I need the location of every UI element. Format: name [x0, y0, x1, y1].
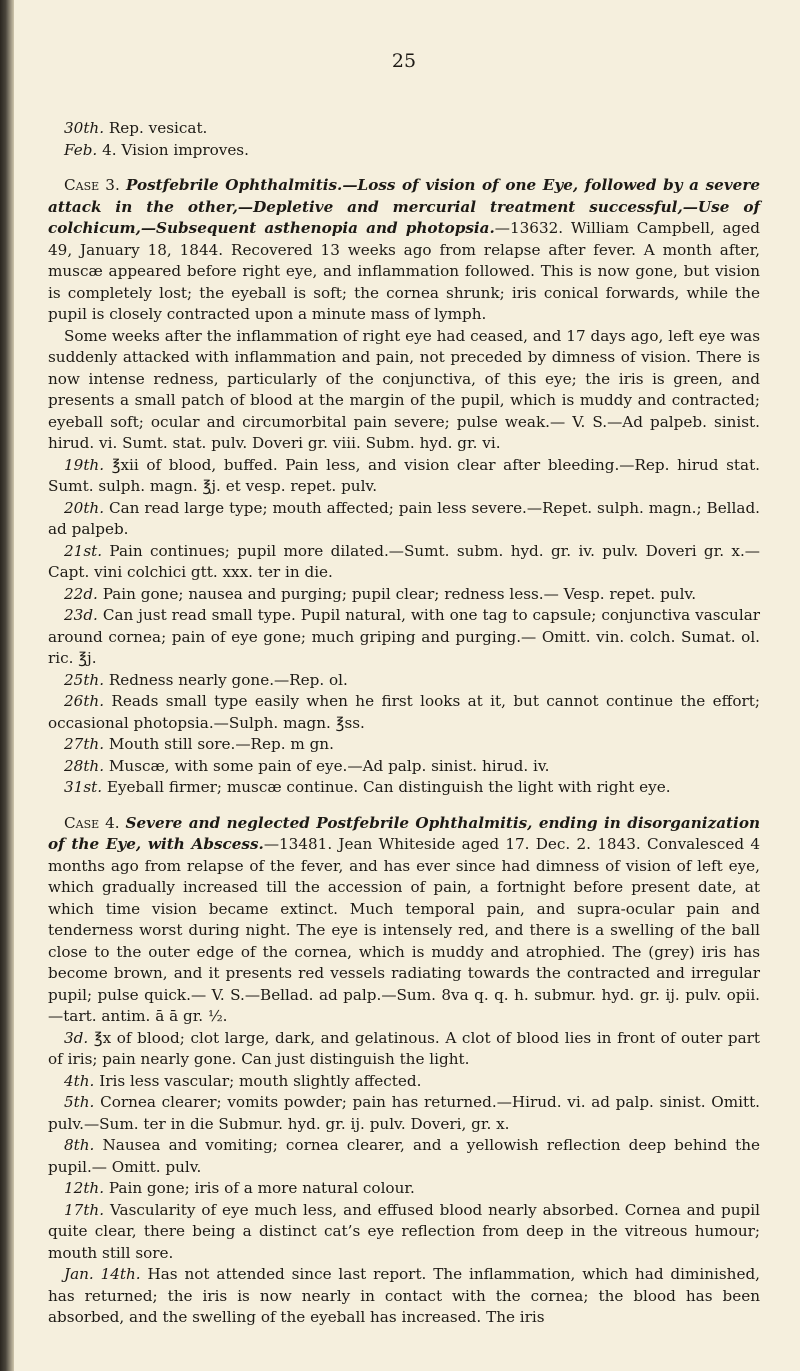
entry-text: Pain gone; iris of a more natural colour.	[108, 1179, 415, 1197]
entry-text: Redness nearly gone.—Rep. ol.	[108, 670, 348, 689]
entry-paragraph	[48, 1028, 760, 1071]
entry-text: 4. Vision improves.	[102, 140, 249, 159]
entry-paragraph	[48, 326, 760, 455]
entry-text: Vascularity of eye much less, and effused blood nearly absorbed. Cornea and pupil quite clear, there being a distinct cat’s eye reflection from deep in the vitreous humour; mouth still sore.	[48, 1200, 760, 1262]
case-paragraph	[48, 813, 760, 1028]
entry-text: Can read large type; mouth affected; pain less severe.—Repet. sulph. magn.; Bellad. ad palpeb.	[48, 498, 761, 538]
entry-text: Reads small type easily when he first looks at it, but cannot continue the effort; occasional photopsia.—Sulph. magn. ℥ss.	[48, 692, 760, 732]
entry-date: 27th.	[64, 735, 105, 753]
entry-paragraph	[48, 1264, 760, 1329]
entry-paragraph	[48, 541, 760, 584]
entry-paragraph	[48, 670, 760, 692]
entry-text: Iris less vascular; mouth slightly affected.	[99, 1071, 422, 1090]
entry-date: 4th.	[64, 1071, 95, 1090]
entry-date: Feb.	[64, 140, 98, 159]
entry-date: 3d.	[64, 1028, 89, 1047]
entry-date: 31st.	[64, 778, 103, 796]
entry-paragraph	[48, 691, 760, 734]
entry-date: 22d.	[64, 584, 98, 603]
entry-date: 19th.	[64, 455, 105, 474]
entry-date: 23d.	[64, 606, 98, 624]
entry-paragraph	[48, 1092, 760, 1135]
entry-paragraph	[48, 498, 760, 541]
body-text	[48, 118, 760, 1329]
case-label: Case 4.	[64, 813, 126, 832]
entry-text: Has not attended since last report. The inflammation, which had diminished, has returned; the iris is now nearly in contact with the cornea; the blood has been absorbed, and the swelling of the eyeball has increased. The iris	[48, 1265, 760, 1326]
entry-text: Some weeks after the inflammation of right eye had ceased, and 17 days ago, left eye was suddenly attacked with inflammation and pain, not preceded by dimness of vision. There is now intense redness, particularly of the conjunctiva, of this eye; the iris is green, and presents a small patch of blood at the margin of the pupil, which is muddy and contracted; eyeball soft; ocular and circumorbital pain severe; pulse weak.— V. S.—Ad palpeb. sinist. hirud. vi. Sumt. stat. pulv. Doveri gr. viii. Subm. hyd. gr. vi.	[48, 326, 760, 452]
entry-date: 12th.	[64, 1179, 105, 1197]
entry-paragraph	[48, 1200, 760, 1265]
entry-date: 30th.	[64, 119, 105, 137]
entry-paragraph	[48, 118, 760, 140]
entry-date: Jan. 14th.	[64, 1265, 141, 1283]
entry-paragraph	[48, 1178, 760, 1200]
entry-text: Mouth still sore.—Rep. m gn.	[108, 735, 334, 753]
entry-paragraph	[48, 777, 760, 799]
entry-paragraph	[48, 756, 760, 778]
book-page	[48, 0, 760, 1329]
entry-paragraph	[48, 734, 760, 756]
case-title: Postfebrile Ophthalmitis.—Loss of vision of one Eye, followed by a severe attack in the other,—Depletive and mercurial treatment successful,—Use of colchicum,—Subsequent asthenopia and photopsia.	[48, 176, 760, 237]
case-title: Severe and neglected Postfebrile Ophthalmitis, ending in disorganization of the Eye, with Abscess.	[48, 813, 760, 853]
entry-paragraph	[48, 140, 760, 162]
entry-date: 25th.	[64, 670, 105, 689]
entry-text: Cornea clearer; vomits powder; pain has returned.—Hirud. vi. ad palp. sinist. Omitt. pulv.—Sum. ter in die Submur. hyd. gr. ij. pulv. Doveri, gr. x.	[48, 1093, 761, 1133]
entry-date: 21st.	[64, 541, 103, 560]
entry-paragraph	[48, 1135, 760, 1178]
entry-text: Nausea and vomiting; cornea clearer, and a yellowish reflection deep behind the pupil.— Omitt. pulv.	[48, 1136, 761, 1176]
entry-date: 28th.	[64, 756, 105, 775]
case-text: —13481. Jean Whiteside aged 17. Dec. 2. 1843. Convalesced 4 months ago from relapse of the fever, and has ever since had dimness of vision of left eye, which gradually increased till the accession of pain, a fortnight before present date, at which time vision became extinct. Much temporal pain, and supra-ocular pain and tenderness worst during night. The eye is intensely red, and there is a swelling of the ball close to the outer edge of the cornea, which is muddy and atrophied. The (grey) iris has become brown, and it presents red vessels radiating towards the contracted and irregular pupil; pulse quick.— V. S.—Bellad. ad palp.—Sum. 8va q. q. h. submur. hyd. gr. ij. pulv. opii.—tart. antim. ā ā gr. ½.	[48, 835, 760, 1025]
page-number: 25	[391, 50, 417, 72]
entry-text: Can just read small type. Pupil natural, with one tag to capsule; conjunctiva vascular around cornea; pain of eye gone; much griping and purging.— Omitt. vin. colch. Sumat. ol. ric. ℥j.	[48, 606, 761, 667]
entry-paragraph	[48, 455, 760, 498]
entry-date: 17th.	[64, 1200, 105, 1219]
entry-paragraph	[48, 584, 760, 606]
entry-text: Pain gone; nausea and purging; pupil clear; redness less.— Vesp. repet. pulv.	[102, 584, 697, 603]
entry-paragraph	[48, 1071, 760, 1093]
entry-text: Eyeball firmer; muscæ continue. Can distinguish the light with right eye.	[106, 778, 671, 796]
entry-text: Muscæ, with some pain of eye.—Ad palp. sinist. hirud. iv.	[108, 756, 550, 775]
entry-text: Rep. vesicat.	[108, 119, 208, 137]
entry-date: 26th.	[64, 692, 105, 710]
entry-date: 20th.	[64, 498, 105, 517]
book-spine-shadow	[0, 0, 14, 1371]
case-label: Case 3.	[64, 176, 126, 194]
entry-text: ℥xii of blood, buffed. Pain less, and vision clear after bleeding.—Rep. hirud stat. Sumt. sulph. magn. ℥j. et vesp. repet. pulv.	[48, 455, 760, 495]
case-paragraph	[48, 175, 760, 326]
entry-date: 8th.	[64, 1136, 95, 1154]
entry-date: 5th.	[64, 1093, 95, 1111]
entry-paragraph	[48, 605, 760, 670]
case-text: —13632. William Campbell, aged 49, January 18, 1844. Recovered 13 weeks ago from relapse after fever. A month after, muscæ appeared before right eye, and inflammation followed. This is now gone, but vision is completely lost; the eyeball is soft; the cornea shrunk; iris conical forwards, while the pupil is closely contracted upon a minute mass of lymph.	[48, 219, 760, 323]
entry-text: ℥x of blood; clot large, dark, and gelatinous. A clot of blood lies in front of outer part of iris; pain nearly gone. Can just distinguish the light.	[48, 1028, 760, 1068]
entry-text: Pain continues; pupil more dilated.—Sumt. subm. hyd. gr. iv. pulv. Doveri gr. x.— Capt. vini colchici gtt. xxx. ter in die.	[48, 541, 760, 581]
